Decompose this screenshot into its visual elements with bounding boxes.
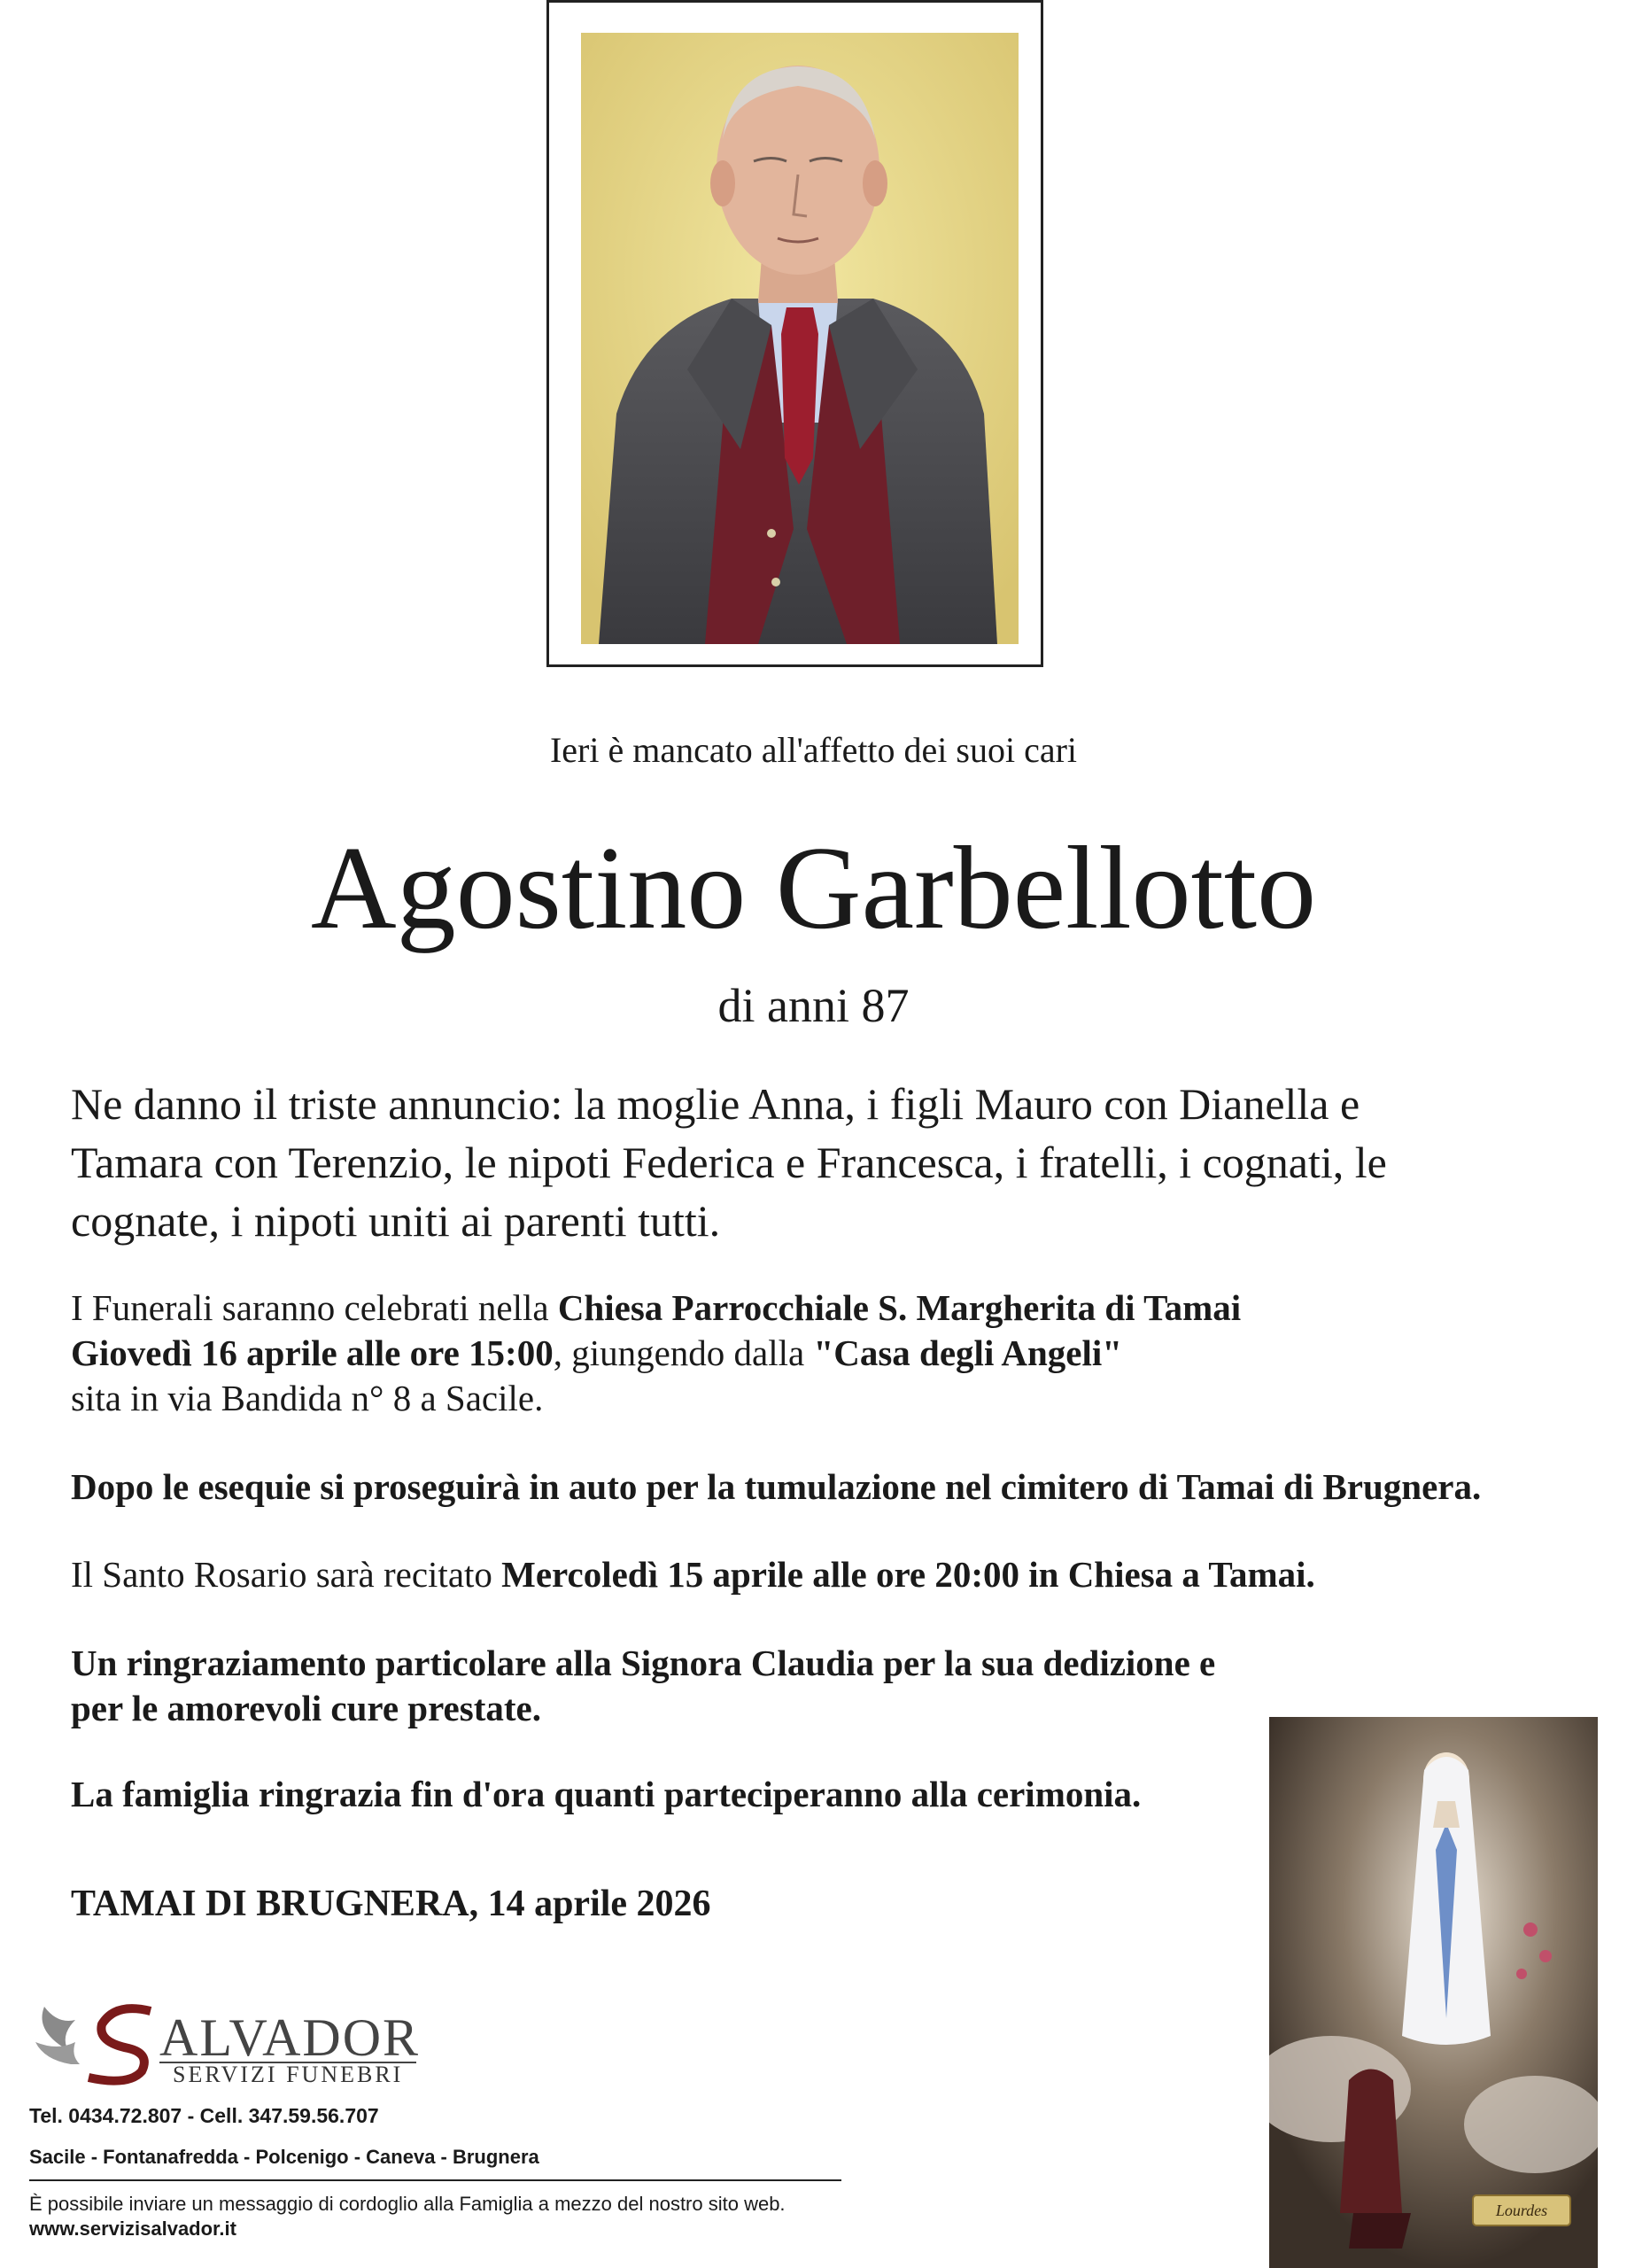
salvador-logo [27, 1993, 434, 2091]
funeral-text-2: , giungendo dalla [553, 1332, 814, 1373]
funeral-church: Chiesa Parrocchiale S. Margherita di Tamai [557, 1287, 1242, 1328]
rosary-paragraph [71, 1552, 1506, 1597]
rosary-when: Mercoledì 15 aprile alle ore 20:00 in Chiesa a Tamai. [501, 1554, 1315, 1595]
thanks-line-2: per le amorevoli cure prestate. [71, 1688, 541, 1728]
burial-paragraph: Dopo le esequie si proseguirà in auto per la tumulazione nel cimitero di Tamai di Brugnera. [71, 1466, 1482, 1507]
deceased-age: di anni 87 [717, 979, 910, 1032]
funeral-house: "Casa degli Angeli" [813, 1332, 1122, 1373]
svg-text:SERVIZI FUNEBRI: SERVIZI FUNEBRI [173, 2062, 404, 2087]
agency-website[interactable]: www.servizisalvador.it [29, 2218, 236, 2240]
place-date: TAMAI DI BRUGNERA, 14 aprile 2026 [71, 1884, 711, 1924]
rosary-text: Il Santo Rosario sarà recitato [71, 1554, 502, 1595]
funeral-text-1: I Funerali saranno celebrati nella [71, 1287, 558, 1328]
svg-text:ALVADOR: ALVADOR [159, 2008, 421, 2067]
holy-card-caption: Lourdes [1495, 2202, 1548, 2219]
divider [29, 2179, 841, 2181]
thanks-line-1: Un ringraziamento particolare alla Signora Claudia per la sua dedizione e [71, 1643, 1216, 1683]
deceased-name: Agostino Garbellotto [310, 822, 1317, 953]
family-thanks: La famiglia ringrazia fin d'ora quanti parteciperanno alla cerimonia. [71, 1774, 1142, 1814]
portrait-photo [581, 33, 1019, 644]
funeral-datetime: Giovedì 16 aprile alle ore 15:00 [71, 1332, 554, 1373]
condolence-message: È possibile inviare un messaggio di cordoglio alla Famiglia a mezzo del nostro sito web. [29, 2193, 786, 2215]
intro-line: Ieri è mancato all'affetto dei suoi cari [549, 730, 1078, 770]
agency-towns: Sacile - Fontanafredda - Polcenigo - Caneva - Brugnera [29, 2146, 539, 2168]
agency-phones: Tel. 0434.72.807 - Cell. 347.59.56.707 [29, 2104, 379, 2127]
lourdes-holy-card [1269, 1717, 1598, 2268]
funeral-paragraph [71, 1285, 1506, 1421]
announcement-paragraph: Ne danno il triste annuncio: la moglie Anna, i figli Mauro con Dianella e Tamara con Terenzio, le nipoti Federica e Francesca, i fratelli, i cognati, le cognate, i nipoti uniti ai parenti tutti. [71, 1079, 1387, 1246]
funeral-text-3: sita in via Bandida n° 8 a Sacile. [71, 1378, 544, 1418]
portrait-frame [546, 0, 1043, 667]
